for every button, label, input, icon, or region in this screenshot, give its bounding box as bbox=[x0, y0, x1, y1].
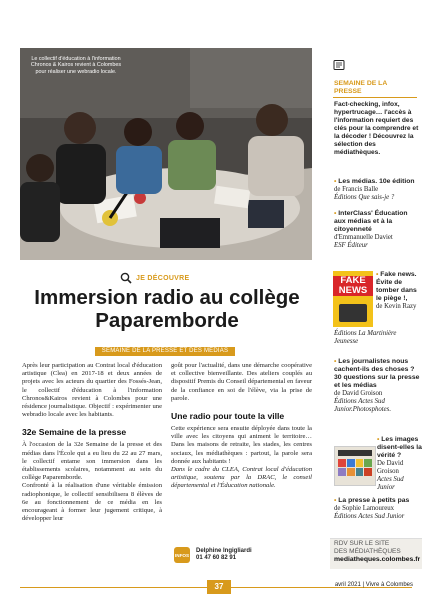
info-contact bbox=[196, 548, 252, 563]
book-author: de Sophie Lamoureux bbox=[334, 505, 395, 512]
book-title: Les médias. 10e édition bbox=[338, 178, 415, 185]
article-title bbox=[22, 286, 312, 332]
book-publisher: Éditions Actes Sud Junior bbox=[334, 513, 405, 520]
book-title: La presse à petits pas bbox=[338, 497, 410, 504]
sidebar-heading-line1: SEMAINE DE LA bbox=[334, 80, 388, 87]
book-publisher: Actes Sud Junior bbox=[377, 476, 404, 491]
kicker bbox=[120, 272, 189, 284]
subheading-radio: Une radio pour toute la ville bbox=[171, 411, 285, 422]
page-number: 37 bbox=[207, 580, 231, 594]
info-badge: INFOS bbox=[174, 547, 190, 563]
subheading-semaine: 32e Semaine de la presse bbox=[22, 427, 127, 438]
rdv-line2: DES MÉDIATHÈQUES bbox=[334, 548, 401, 555]
sidebar-divider bbox=[333, 97, 417, 98]
book-publisher: Éditions Actes Sud Junior.Photosphotes. bbox=[334, 398, 392, 413]
info-phone: 01 47 60 82 91 bbox=[196, 555, 237, 561]
book-title: Les journalistes nous cachent-ils des choses ? 30 questions sur la presse et les médias bbox=[334, 358, 420, 389]
article-title-line1: Immersion radio au collège bbox=[34, 286, 300, 309]
sidebar-heading-line2: PRESSE bbox=[334, 88, 362, 95]
book-title: Les images disent-elles la vérité ? bbox=[377, 436, 422, 459]
sidebar-item-3-publisher bbox=[334, 330, 420, 346]
book-author: de Kevin Razy bbox=[376, 303, 417, 310]
sidebar-item-1: • Les médias. 10e édition de Francis Balle Éditions Que sais-je ? bbox=[334, 178, 415, 201]
sidebar-intro: Fact-checking, infox, hypertrucage… l'accès à l'information requiert des clés pour la comprendre et la décoder ! Découvrez la sélection des médiathèques. bbox=[334, 101, 419, 156]
cover-title-line2: NEWS bbox=[338, 285, 368, 296]
cover-title bbox=[333, 276, 373, 296]
article-column-2 bbox=[171, 362, 312, 491]
book-cover-images bbox=[334, 446, 376, 486]
section-band: SEMAINE DE LA PRESSE ET DES MÉDIAS bbox=[95, 347, 235, 356]
book-publisher: ESF Éditeur bbox=[334, 242, 368, 249]
book-title: InterClass' Éducation aux médias et à la citoyenneté bbox=[334, 210, 408, 233]
info-name: Delphine Ingigliardi bbox=[196, 547, 252, 554]
sidebar-item-6: • La presse à petits pas de Sophie Lamoureux Éditions Actes Sud Junior bbox=[334, 497, 410, 520]
article-title-line2: Paparemborde bbox=[95, 309, 239, 332]
article-paragraph: À l'occasion de la 32e Semaine de la presse et des médias dans l'École qui a eu lieu du 22 au 27 mars, le collectif entame son immersion dans les établissements scolaires, notamment au sein du collège Paparemborde. bbox=[22, 441, 162, 482]
article-credit: Dans le cadre du CLEA, Contrat local d'éducation artistique, soutenu par la DRAC, le conseil départemental et l'Éducation nationale. bbox=[171, 466, 312, 490]
book-title: Fake news. Évite de tomber dans le piège !, bbox=[376, 271, 417, 302]
article-paragraph: goût pour l'actualité, dans une démarche coopérative et collective bienveillante. Des ateliers couplés au dispositif Premis du Conseil départemental en faveur de la confiance en soi de l'élève, via la prise de parole. bbox=[171, 362, 312, 402]
photo-caption: Le collectif d'éducation à l'information Chronos & Kairos revient à Colombes pour réaliser une webradio locale. bbox=[30, 56, 122, 75]
sidebar-item-4: • Les journalistes nous cachent-ils des choses ? 30 questions sur la presse et les médias de David Groison Éditions Actes Sud Junior.Photosphotes. bbox=[334, 358, 420, 413]
info-box bbox=[174, 544, 314, 566]
radio-workshop-photo bbox=[20, 48, 312, 260]
magnifier-icon bbox=[120, 272, 132, 284]
rdv-line1: RDV SUR LE SITE bbox=[334, 540, 390, 547]
rdv-link[interactable]: mediatheques.colombes.fr bbox=[334, 556, 421, 563]
article-paragraph: Confronté à la réalisation d'une véritable émission radiophonique, le collectif sensibilisera 8 élèves de 6e au fonctionnement de ce média en les encourageant à former leur jugement critique, à développer leur bbox=[22, 482, 162, 523]
article-photo bbox=[20, 48, 312, 260]
rdv-label bbox=[334, 540, 401, 556]
article-paragraph: Cette expérience sera ensuite déployée dans toute la ville avec les citoyens qui animent le territoire… Dans les maisons de retraite, les stades, les centres sociaux, les médiathèques : partout, la parole sera donnée aux habitants ! bbox=[171, 425, 312, 465]
kicker-label: JE DÉCOUVRE bbox=[136, 274, 190, 282]
newspaper-icon bbox=[333, 59, 345, 71]
sidebar-heading bbox=[334, 80, 418, 96]
sidebar-item-3: • Fake news. Évite de tomber dans le piège !, de Kevin Razy bbox=[376, 271, 417, 310]
sidebar-item-5: • Les images disent-elles la vérité ? De David Groison Actes Sud Junior bbox=[377, 436, 422, 491]
cover-title-line1: FAKE bbox=[340, 275, 366, 286]
sidebar-item-2: • InterClass' Éducation aux médias et à la citoyenneté d'Emmanuelle Daviet ESF Éditeur bbox=[334, 210, 408, 249]
book-publisher: Éditions La Martinière Jeunesse bbox=[334, 330, 397, 345]
book-cover-fake-news bbox=[333, 271, 373, 327]
book-author: de David Groison bbox=[334, 390, 383, 397]
book-author: d'Emmanuelle Daviet bbox=[334, 234, 393, 241]
book-publisher: Éditions Que sais-je ? bbox=[334, 194, 395, 201]
book-author: de Francis Balle bbox=[334, 186, 379, 193]
article-column-1 bbox=[22, 362, 162, 523]
footer-issue: avril 2021 | Vivre à Colombes bbox=[334, 582, 413, 588]
book-author: De David Groison bbox=[377, 460, 404, 475]
article-intro: Après leur participation au Contrat local d'éducation artistique (Clea) en 2017-18 et deux années de projets avec les acteurs du quartier des Fossés-Jean, le collectif d'éducation à l'information Chronos&Kairos revient à Colombes pour une résidence journalistique. Objectif : expérimenter une webradio locale avec les habitants. bbox=[22, 362, 162, 419]
